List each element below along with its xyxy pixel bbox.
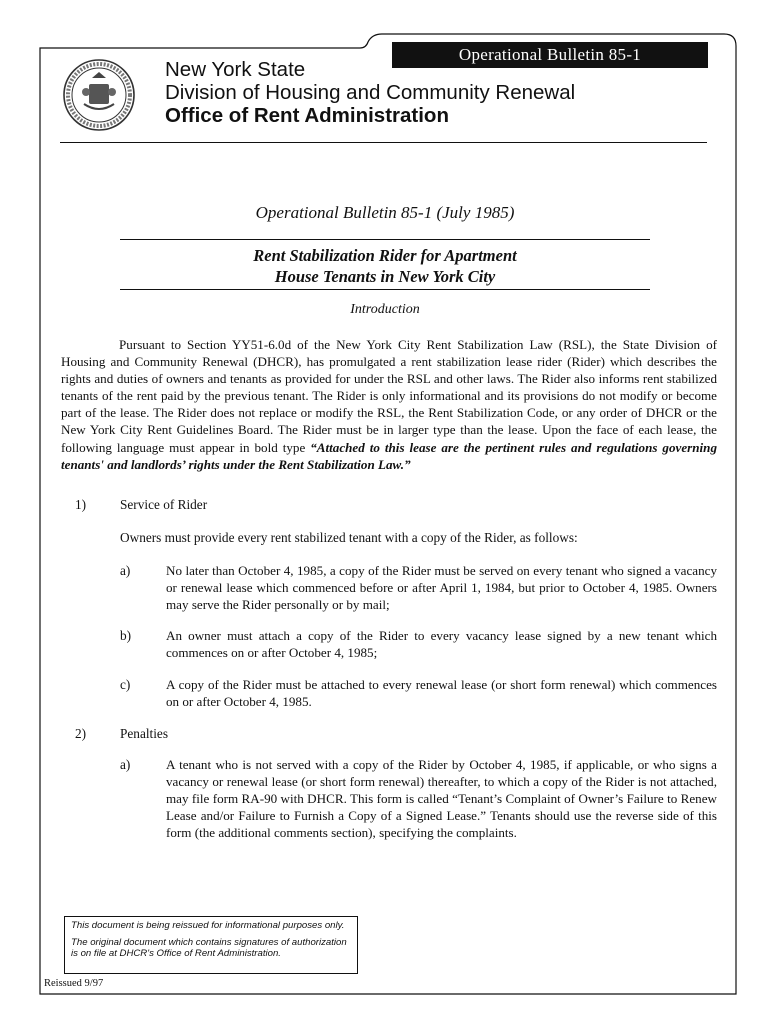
- intro-quote: “Attached to this lease are the pertinent rules and regulations governing tenants' and landlords’ rights under the Rent Stabilization Law.”: [61, 439, 717, 472]
- bulletin-tab: Operational Bulletin 85-1: [392, 42, 708, 68]
- agency-state: New York State: [165, 58, 306, 81]
- intro-heading: Introduction: [350, 302, 420, 317]
- item-2a-text: A tenant who is not served with a copy of the Rider by October 4, 1985, if applicable, or who signs a vacancy or renewal lease (or short form renewal) thereafter, to which a copy of the Rider is not attached, may file form RA-90 with DHCR. This form is called “Tenant’s Complaint of Owner’s Failure to Renew Lease and/or Failure to Furnish a Copy of a Signed Lease.” Tenants should use the reverse side of this form (the additional comments section), specifying the complaints.: [166, 757, 717, 841]
- item-2a-letter: a): [120, 757, 131, 772]
- section-2-number: 2): [75, 726, 87, 741]
- subject-line-2: House Tenants in New York City: [274, 267, 496, 286]
- header-divider: [60, 142, 707, 143]
- agency-block: [165, 58, 575, 128]
- state-seal-icon: [62, 58, 136, 132]
- item-1a-letter: a): [120, 563, 131, 578]
- reissued-date: Reissued 9/97: [44, 978, 104, 989]
- document-title: Operational Bulletin 85-1 (July 1985): [255, 203, 515, 222]
- item-1b-text: An owner must attach a copy of the Rider to every vacancy lease signed by a new tenant which commences on or after October 4, 1985;: [166, 628, 717, 661]
- title-divider-top: [120, 239, 650, 240]
- agency-office: Office of Rent Administration: [165, 104, 449, 127]
- agency-division: Division of Housing and Community Renewal: [165, 81, 576, 104]
- title-divider-bottom: [120, 289, 650, 290]
- intro-text: Pursuant to Section YY51-6.0d of the New York City Rent Stabilization Law (RSL), the State Division of Housing and Community Renewal (DHCR), has promulgated a rent stabilization lease rider (Rider) which describes the rights and duties of owners and tenants as provided for under the RSL and other laws. The Rider also informs rent stabilized tenants of the rent paid by the previous tenant. The Rider is only informational and its provisions do not modify or become part of the lease. The Rider does not replace or modify the RSL, the Rent Stabilization Code, or any order of DHCR or the New York City Rent Guidelines Board. The Rider must be in larger type than the lease. Upon the face of each lease, the following language must appear in bold type: [61, 337, 717, 455]
- section-1-number: 1): [75, 497, 87, 512]
- document-subject: [120, 245, 650, 287]
- section-1-heading: Service of Rider: [120, 497, 208, 512]
- notice-line-2: The original document which contains signatures of authorization is on file at DHCR's Office of Rent Administration.: [71, 937, 347, 959]
- subject-line-1: Rent Stabilization Rider for Apartment: [253, 246, 517, 265]
- reissue-notice: [64, 916, 358, 974]
- section-1-lead: Owners must provide every rent stabilized tenant with a copy of the Rider, as follows:: [120, 530, 578, 545]
- item-1c-text: A copy of the Rider must be attached to every renewal lease (or short form renewal) which commences on or after October 4, 1985.: [166, 677, 717, 710]
- notice-line-1: This document is being reissued for informational purposes only.: [71, 920, 345, 931]
- intro-paragraph: [61, 336, 717, 473]
- section-2-heading: Penalties: [120, 726, 169, 741]
- item-1c-letter: c): [120, 677, 131, 692]
- item-1a-text: No later than October 4, 1985, a copy of the Rider must be served on every tenant who signed a vacancy or renewal lease which commenced before or after April 1, 1984, but prior to October 4, 1985. Owners may serve the Rider personally or by mail;: [166, 563, 717, 613]
- item-1b-letter: b): [120, 628, 132, 643]
